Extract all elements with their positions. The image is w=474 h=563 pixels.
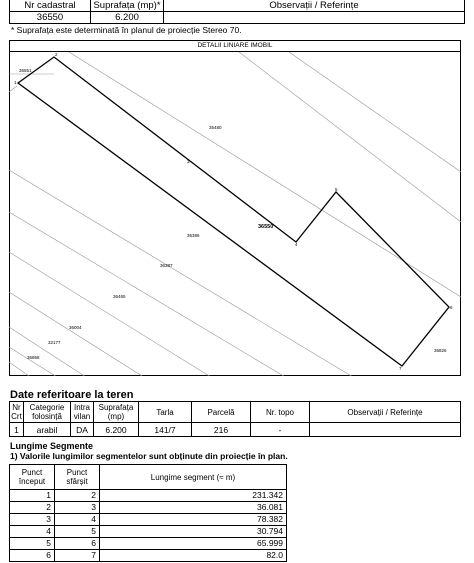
table-cell: 3 <box>55 502 100 514</box>
table-cell: 2 <box>55 490 100 502</box>
table-cell: DA <box>71 423 94 437</box>
neighbor-boundary <box>9 327 309 376</box>
table-cell: 6 <box>55 538 100 550</box>
column-header: Lungime segment (≈ m) <box>100 465 287 490</box>
table-row <box>10 490 287 502</box>
observations-value <box>164 12 465 24</box>
table-cell: 78.382 <box>100 514 287 526</box>
subject-parcel-outline <box>18 57 449 366</box>
column-header: Punct sfârșit <box>55 465 100 490</box>
table-cell: 65.999 <box>100 538 287 550</box>
subject-parcel-label: 36550 <box>258 224 274 230</box>
table-cell: 2 <box>10 502 55 514</box>
table-cell: 1 <box>10 423 24 437</box>
table-cell: - <box>251 423 310 437</box>
map-title: DETALII LINIARE IMOBIL <box>9 40 461 52</box>
table-cell: 1 <box>10 490 55 502</box>
table-cell: 5 <box>55 526 100 538</box>
parcel-map <box>9 52 461 376</box>
vertex-label: 1 <box>14 80 17 85</box>
vertex-label: 2 <box>55 52 58 57</box>
table-cell: 6 <box>10 550 55 562</box>
table-row <box>10 538 287 550</box>
table-cell: 82.0 <box>100 550 287 562</box>
segments-section-title: Lungime Segmente <box>10 441 94 451</box>
neighbor-boundary <box>239 52 461 222</box>
table-row <box>10 514 287 526</box>
projection-note: * Suprafața este determinată în planul de proiecție Stereo 70. <box>11 25 242 35</box>
cadastral-header-table <box>9 0 465 24</box>
neighbor-boundary <box>9 252 429 376</box>
neighbor-boundary <box>9 347 209 376</box>
table-cell: 6.200 <box>94 423 139 437</box>
column-header: Parcelă <box>192 402 251 423</box>
vertex-label: 7 <box>399 366 402 371</box>
land-section-title: Date referitoare la teren <box>10 389 134 401</box>
column-header: Intra vilan <box>71 402 94 423</box>
table-row <box>10 526 287 538</box>
vertex-label: 5 <box>335 187 338 192</box>
table-cell: 216 <box>192 423 251 437</box>
table-cell: 4 <box>55 514 100 526</box>
parcel-number-label: 36465 <box>113 294 126 299</box>
vertex-label: 4 <box>295 242 298 247</box>
neighbor-boundary <box>9 362 109 376</box>
area-column-header: Suprafața (mp)* <box>91 0 164 12</box>
area-value: 6.200 <box>91 12 164 24</box>
parcel-number-label: 35480 <box>209 125 222 130</box>
table-cell: 231.342 <box>100 490 287 502</box>
table-cell: 7 <box>55 550 100 562</box>
parcel-number-label: 36387 <box>160 263 173 268</box>
column-header: Nr. topo <box>251 402 310 423</box>
table-cell: 4 <box>10 526 55 538</box>
table-cell: 36.081 <box>100 502 287 514</box>
table-row <box>10 502 287 514</box>
column-header: Punct început <box>10 465 55 490</box>
parcel-number-label: 36551 <box>19 68 32 73</box>
column-header: Nr Crt <box>11 403 22 421</box>
segments-table-body <box>10 490 287 562</box>
cadastral-column-header: Nr cadastral <box>10 0 91 12</box>
observations-column-header: Observații / Referințe <box>164 0 465 12</box>
neighbor-boundary <box>289 52 461 172</box>
vertex-label: 3 <box>187 159 190 164</box>
table-cell: arabil <box>24 423 71 437</box>
table-cell: 141/7 <box>139 423 192 437</box>
neighbor-boundary <box>9 170 461 376</box>
table-cell: 3 <box>10 514 55 526</box>
parcel-number-label: 36386 <box>187 233 200 238</box>
table-row <box>10 550 287 562</box>
parcel-number-label: 32177 <box>48 340 61 345</box>
column-header: Observații / Referințe <box>310 402 461 423</box>
vertex-label: 6 <box>450 305 453 310</box>
parcel-number-label: 36868 <box>27 355 40 360</box>
segments-table <box>9 464 287 562</box>
parcel-number-label: 36004 <box>69 325 82 330</box>
parcel-number-label: 36826 <box>434 348 447 353</box>
neighbor-boundary <box>9 86 17 92</box>
table-row <box>10 423 461 437</box>
column-header: Categorie folosință <box>24 402 71 423</box>
cadastral-number-value: 36550 <box>10 12 91 24</box>
land-data-table <box>9 401 461 437</box>
table-cell <box>310 423 461 437</box>
column-header: Suprafața (mp) <box>94 402 139 423</box>
segments-note: 1) Valorile lungimilor segmentelor sunt obținute din proiecție în plan. <box>10 451 288 461</box>
table-cell: 5 <box>10 538 55 550</box>
column-header: Tarla <box>139 402 192 423</box>
neighbor-boundary <box>9 292 389 376</box>
table-cell: 30.794 <box>100 526 287 538</box>
